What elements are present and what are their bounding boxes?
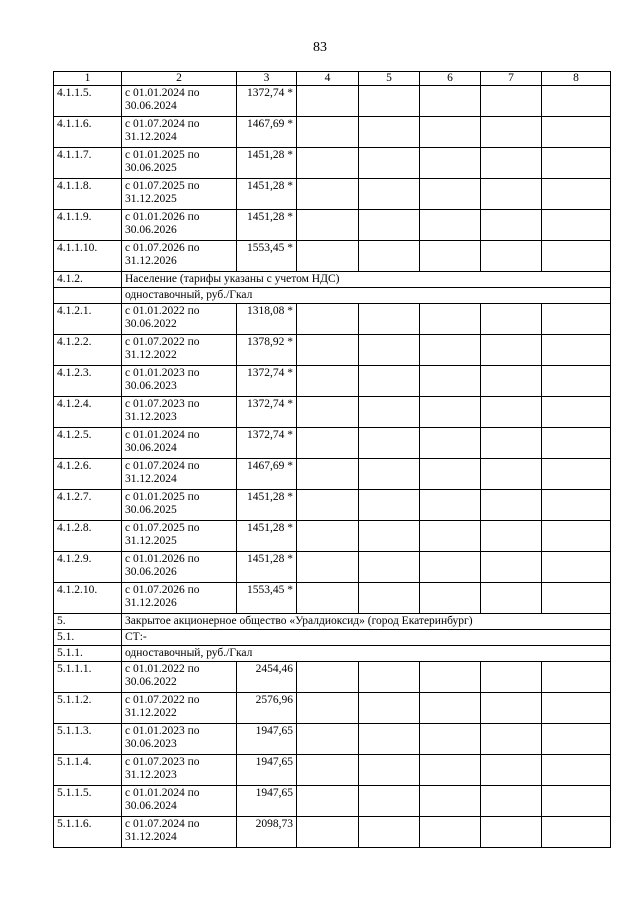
- period-cell: с 01.07.2022 по 31.12.2022: [122, 693, 237, 724]
- empty-cell: [420, 490, 481, 521]
- period-cell: с 01.01.2023 по 30.06.2023: [122, 366, 237, 397]
- period-cell: с 01.01.2022 по 30.06.2022: [122, 304, 237, 335]
- tariff-value-cell: 1947,65: [237, 724, 297, 755]
- empty-cell: [481, 304, 542, 335]
- table-row: [54, 583, 611, 614]
- empty-cell: [542, 521, 611, 552]
- row-number: 4.1.2.2.: [54, 335, 122, 366]
- column-header: 8: [542, 72, 611, 86]
- column-header: 5: [359, 72, 420, 86]
- row-number: 5.1.1.5.: [54, 786, 122, 817]
- empty-cell: [542, 241, 611, 272]
- section-row: [54, 630, 611, 646]
- empty-cell: [481, 786, 542, 817]
- row-number: 4.1.2.8.: [54, 521, 122, 552]
- empty-cell: [542, 335, 611, 366]
- empty-cell: [420, 304, 481, 335]
- empty-cell: [297, 86, 359, 117]
- period-cell: с 01.01.2026 по 30.06.2026: [122, 210, 237, 241]
- tariff-value-cell: 1553,45 *: [237, 241, 297, 272]
- empty-cell: [297, 148, 359, 179]
- tariff-value-cell: 1451,28 *: [237, 552, 297, 583]
- row-number: 4.1.1.5.: [54, 86, 122, 117]
- empty-cell: [542, 86, 611, 117]
- period-cell: с 01.01.2026 по 30.06.2026: [122, 552, 237, 583]
- empty-cell: [359, 662, 420, 693]
- empty-cell: [542, 179, 611, 210]
- empty-cell: [420, 86, 481, 117]
- row-number: 4.1.2.7.: [54, 490, 122, 521]
- empty-cell: [359, 86, 420, 117]
- table-row: [54, 397, 611, 428]
- tariff-value-cell: 1378,92 *: [237, 335, 297, 366]
- tariff-value-cell: 1372,74 *: [237, 397, 297, 428]
- column-header: 1: [54, 72, 122, 86]
- empty-cell: [359, 459, 420, 490]
- period-cell: с 01.07.2022 по 31.12.2022: [122, 335, 237, 366]
- empty-cell: [481, 210, 542, 241]
- empty-cell: [359, 490, 420, 521]
- empty-cell: [359, 397, 420, 428]
- empty-cell: [542, 817, 611, 848]
- empty-cell: [359, 583, 420, 614]
- table-row: [54, 335, 611, 366]
- empty-cell: [481, 693, 542, 724]
- tariff-table: [53, 71, 611, 848]
- empty-cell: [542, 428, 611, 459]
- empty-cell: [481, 428, 542, 459]
- empty-cell: [359, 521, 420, 552]
- section-row: [54, 646, 611, 662]
- period-cell: с 01.07.2023 по 31.12.2023: [122, 755, 237, 786]
- row-number: 4.1.2.4.: [54, 397, 122, 428]
- empty-cell: [542, 148, 611, 179]
- column-header: 4: [297, 72, 359, 86]
- table-row: [54, 552, 611, 583]
- column-header: 3: [237, 72, 297, 86]
- tariff-value-cell: 1451,28 *: [237, 521, 297, 552]
- empty-cell: [481, 552, 542, 583]
- section-title: одноставочный, руб./Гкал: [122, 646, 611, 662]
- empty-cell: [542, 583, 611, 614]
- empty-cell: [420, 786, 481, 817]
- empty-cell: [481, 755, 542, 786]
- empty-cell: [481, 86, 542, 117]
- tariff-value-cell: 1947,65: [237, 755, 297, 786]
- section-title: Закрытое акционерное общество «Уралдиоксид» (город Екатеринбург): [122, 614, 611, 630]
- section-title: СТ:-: [122, 630, 611, 646]
- empty-cell: [359, 148, 420, 179]
- tariff-value-cell: 1467,69 *: [237, 459, 297, 490]
- empty-cell: [420, 817, 481, 848]
- empty-cell: [481, 459, 542, 490]
- empty-cell: [420, 724, 481, 755]
- table-row: [54, 693, 611, 724]
- empty-cell: [542, 210, 611, 241]
- row-number: 4.1.2.5.: [54, 428, 122, 459]
- empty-cell: [420, 179, 481, 210]
- tariff-value-cell: 1372,74 *: [237, 428, 297, 459]
- section-row: [54, 288, 611, 304]
- tariff-value-cell: 1318,08 *: [237, 304, 297, 335]
- tariff-value-cell: 1947,65: [237, 786, 297, 817]
- period-cell: с 01.01.2024 по 30.06.2024: [122, 786, 237, 817]
- section-row: [54, 614, 611, 630]
- table-row: [54, 724, 611, 755]
- empty-cell: [297, 179, 359, 210]
- empty-cell: [297, 724, 359, 755]
- tariff-value-cell: 1372,74 *: [237, 366, 297, 397]
- empty-cell: [297, 490, 359, 521]
- period-cell: с 01.07.2024 по 31.12.2024: [122, 817, 237, 848]
- empty-cell: [420, 366, 481, 397]
- empty-cell: [359, 335, 420, 366]
- tariff-value-cell: 2098,73: [237, 817, 297, 848]
- empty-cell: [420, 397, 481, 428]
- empty-cell: [297, 755, 359, 786]
- empty-cell: [297, 117, 359, 148]
- empty-cell: [542, 117, 611, 148]
- row-number: 5.1.1.6.: [54, 817, 122, 848]
- section-title: одноставочный, руб./Гкал: [122, 288, 611, 304]
- empty-cell: [542, 755, 611, 786]
- period-cell: с 01.01.2024 по 30.06.2024: [122, 428, 237, 459]
- empty-cell: [481, 179, 542, 210]
- table-row: [54, 817, 611, 848]
- empty-cell: [481, 148, 542, 179]
- empty-cell: [297, 817, 359, 848]
- empty-cell: [420, 662, 481, 693]
- period-cell: с 01.07.2024 по 31.12.2024: [122, 459, 237, 490]
- column-header-row: [54, 72, 611, 86]
- empty-cell: [297, 335, 359, 366]
- tariff-value-cell: 1553,45 *: [237, 583, 297, 614]
- row-number: 4.1.1.9.: [54, 210, 122, 241]
- empty-cell: [542, 397, 611, 428]
- empty-cell: [542, 786, 611, 817]
- empty-cell: [359, 366, 420, 397]
- empty-cell: [420, 693, 481, 724]
- period-cell: с 01.07.2023 по 31.12.2023: [122, 397, 237, 428]
- empty-cell: [297, 210, 359, 241]
- table-row: [54, 755, 611, 786]
- empty-cell: [481, 583, 542, 614]
- empty-cell: [481, 817, 542, 848]
- empty-cell: [420, 521, 481, 552]
- empty-cell: [542, 693, 611, 724]
- table-row: [54, 662, 611, 693]
- empty-cell: [542, 724, 611, 755]
- row-number: 5.1.1.4.: [54, 755, 122, 786]
- table-row: [54, 366, 611, 397]
- empty-cell: [359, 117, 420, 148]
- empty-cell: [481, 241, 542, 272]
- row-number: 4.1.1.6.: [54, 117, 122, 148]
- row-number: 5.1.: [54, 630, 122, 646]
- table-row: [54, 86, 611, 117]
- empty-cell: [297, 241, 359, 272]
- row-number: 5.1.1.2.: [54, 693, 122, 724]
- period-cell: с 01.01.2025 по 30.06.2025: [122, 490, 237, 521]
- table-row: [54, 428, 611, 459]
- empty-cell: [297, 521, 359, 552]
- period-cell: с 01.07.2025 по 31.12.2025: [122, 179, 237, 210]
- tariff-value-cell: 1372,74 *: [237, 86, 297, 117]
- table-row: [54, 304, 611, 335]
- section-row: [54, 272, 611, 288]
- page-number: 83: [313, 40, 327, 55]
- empty-cell: [297, 662, 359, 693]
- empty-cell: [420, 335, 481, 366]
- empty-cell: [297, 693, 359, 724]
- tariff-value-cell: 1451,28 *: [237, 179, 297, 210]
- empty-cell: [297, 366, 359, 397]
- row-number: 5.: [54, 614, 122, 630]
- empty-cell: [542, 490, 611, 521]
- table-body: [54, 72, 611, 848]
- table-row: [54, 521, 611, 552]
- empty-cell: [359, 755, 420, 786]
- column-header: 6: [420, 72, 481, 86]
- table-row: [54, 210, 611, 241]
- empty-cell: [420, 428, 481, 459]
- empty-cell: [481, 521, 542, 552]
- empty-cell: [542, 366, 611, 397]
- row-number: 4.1.2.9.: [54, 552, 122, 583]
- row-number: 4.1.2.1.: [54, 304, 122, 335]
- row-number: [54, 288, 122, 304]
- table-row: [54, 179, 611, 210]
- table-row: [54, 148, 611, 179]
- empty-cell: [359, 786, 420, 817]
- period-cell: с 01.01.2022 по 30.06.2022: [122, 662, 237, 693]
- tariff-value-cell: 1451,28 *: [237, 148, 297, 179]
- column-header: 2: [122, 72, 237, 86]
- empty-cell: [481, 366, 542, 397]
- empty-cell: [420, 552, 481, 583]
- empty-cell: [481, 117, 542, 148]
- empty-cell: [542, 662, 611, 693]
- empty-cell: [420, 210, 481, 241]
- row-number: 4.1.1.7.: [54, 148, 122, 179]
- row-number: 4.1.1.8.: [54, 179, 122, 210]
- empty-cell: [359, 428, 420, 459]
- empty-cell: [359, 552, 420, 583]
- empty-cell: [359, 693, 420, 724]
- table-row: [54, 241, 611, 272]
- row-number: 5.1.1.3.: [54, 724, 122, 755]
- empty-cell: [297, 459, 359, 490]
- row-number: 4.1.2.3.: [54, 366, 122, 397]
- empty-cell: [297, 397, 359, 428]
- empty-cell: [420, 117, 481, 148]
- empty-cell: [542, 304, 611, 335]
- period-cell: с 01.01.2024 по 30.06.2024: [122, 86, 237, 117]
- tariff-value-cell: 1451,28 *: [237, 490, 297, 521]
- empty-cell: [542, 459, 611, 490]
- tariff-value-cell: 1467,69 *: [237, 117, 297, 148]
- period-cell: с 01.01.2023 по 30.06.2023: [122, 724, 237, 755]
- row-number: 4.1.2.6.: [54, 459, 122, 490]
- empty-cell: [359, 304, 420, 335]
- period-cell: с 01.07.2026 по 31.12.2026: [122, 583, 237, 614]
- empty-cell: [481, 490, 542, 521]
- empty-cell: [420, 241, 481, 272]
- empty-cell: [359, 724, 420, 755]
- tariff-value-cell: 2576,96: [237, 693, 297, 724]
- empty-cell: [359, 179, 420, 210]
- empty-cell: [420, 583, 481, 614]
- period-cell: с 01.07.2025 по 31.12.2025: [122, 521, 237, 552]
- row-number: 4.1.2.10.: [54, 583, 122, 614]
- empty-cell: [297, 428, 359, 459]
- empty-cell: [359, 241, 420, 272]
- empty-cell: [420, 755, 481, 786]
- row-number: 4.1.1.10.: [54, 241, 122, 272]
- table-row: [54, 786, 611, 817]
- empty-cell: [481, 335, 542, 366]
- table-row: [54, 117, 611, 148]
- period-cell: с 01.07.2024 по 31.12.2024: [122, 117, 237, 148]
- tariff-value-cell: 1451,28 *: [237, 210, 297, 241]
- empty-cell: [481, 662, 542, 693]
- section-title: Население (тарифы указаны с учетом НДС): [122, 272, 611, 288]
- empty-cell: [420, 459, 481, 490]
- column-header: 7: [481, 72, 542, 86]
- period-cell: с 01.07.2026 по 31.12.2026: [122, 241, 237, 272]
- empty-cell: [359, 817, 420, 848]
- empty-cell: [297, 304, 359, 335]
- empty-cell: [542, 552, 611, 583]
- empty-cell: [359, 210, 420, 241]
- empty-cell: [297, 552, 359, 583]
- empty-cell: [297, 786, 359, 817]
- row-number: 4.1.2.: [54, 272, 122, 288]
- row-number: 5.1.1.1.: [54, 662, 122, 693]
- table-row: [54, 459, 611, 490]
- row-number: 5.1.1.: [54, 646, 122, 662]
- table-row: [54, 490, 611, 521]
- period-cell: с 01.01.2025 по 30.06.2025: [122, 148, 237, 179]
- tariff-value-cell: 2454,46: [237, 662, 297, 693]
- empty-cell: [420, 148, 481, 179]
- empty-cell: [481, 397, 542, 428]
- empty-cell: [297, 583, 359, 614]
- empty-cell: [481, 724, 542, 755]
